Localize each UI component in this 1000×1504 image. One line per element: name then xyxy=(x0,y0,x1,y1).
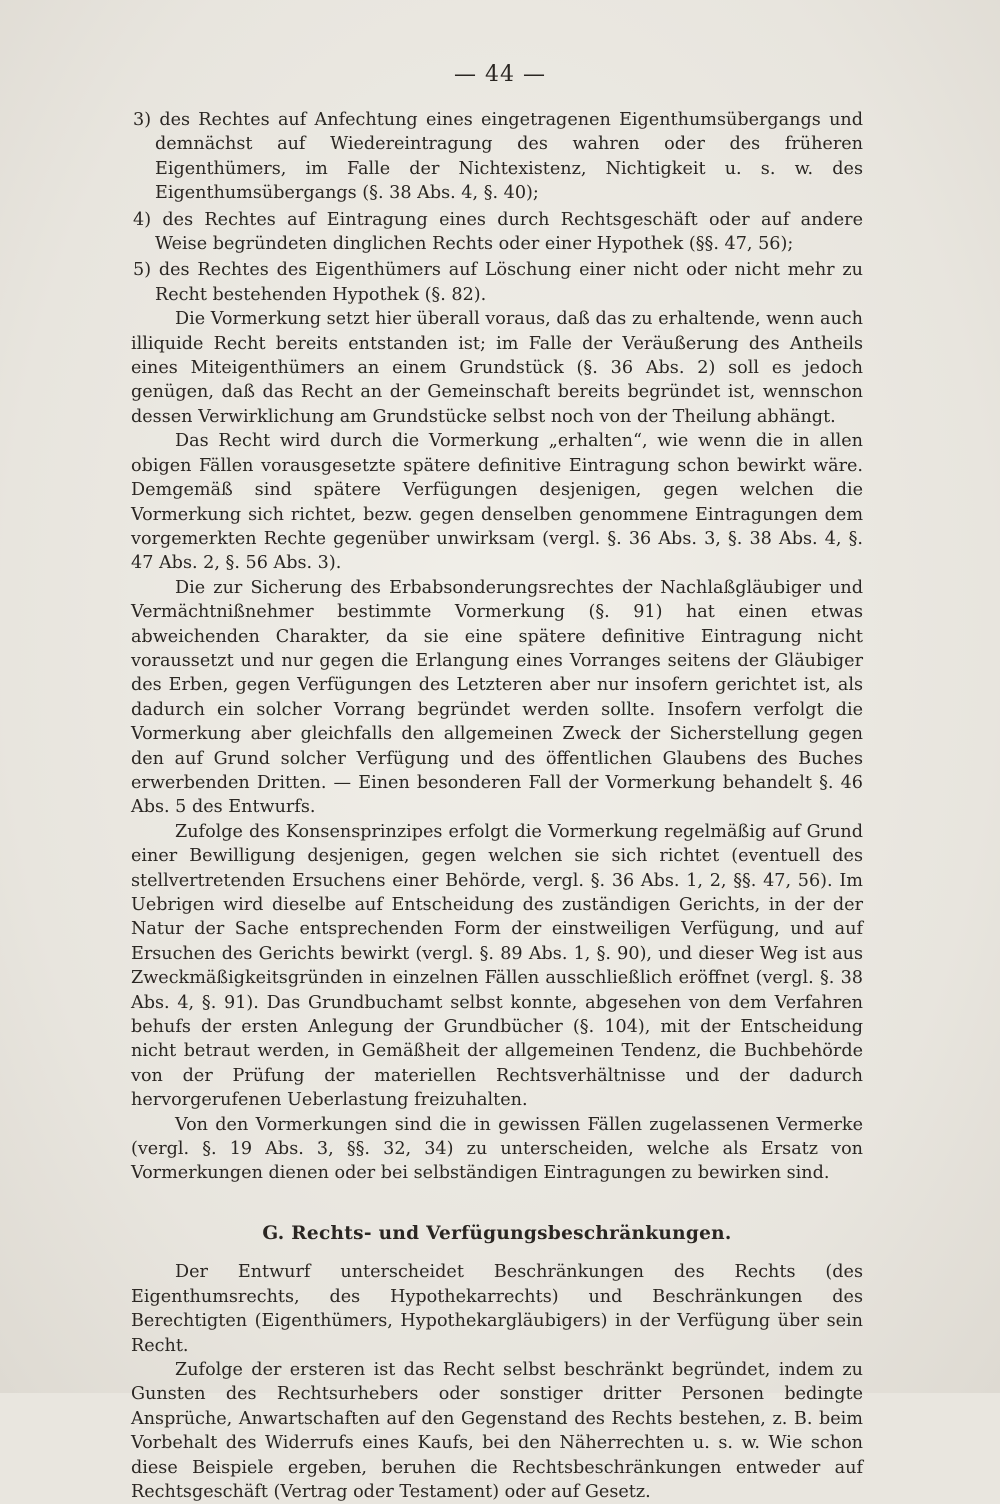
page-body xyxy=(131,108,863,1504)
paragraph: Der Entwurf unterscheidet Beschränkungen des Rechts (des Eigenthumsrechts, des Hypothekarrechts) und Beschränkungen des Berechtigten (Eigenthümers, Hypothekargläubigers) in der Verfügung über sein Recht. xyxy=(131,1262,863,1356)
enumerated-item-4: 4) des Rechtes auf Eintragung eines durch Rechtsgeschäft oder auf andere Weise begründeten dinglichen Rechts oder einer Hypothek (§§. 47, 56); xyxy=(133,209,863,255)
page-number: — 44 — xyxy=(454,62,546,87)
paragraph: Die Vormerkung setzt hier überall voraus, daß das zu erhaltende, wenn auch illiquide Recht bereits entstanden ist; im Falle der Veräußerung des Antheils eines Miteigenthümers an einem Grundstück (§. 36 Abs. 2) soll es jedoch genügen, daß das Recht an der Gemeinschaft bereits begründet ist, wennschon dessen Verwirklichung am Grundstücke selbst noch von der Theilung abhängt. xyxy=(131,309,863,427)
enumerated-item-3: 3) des Rechtes auf Anfechtung eines eingetragenen Eigenthumsübergangs und demnächst auf Wiedereintragung des wahren oder des früheren Eigenthümers, im Falle der Nichtexistenz, Nichtigkeit u. s. w. des Eigenthumsübergangs (§. 38 Abs. 4, §. 40); xyxy=(133,110,863,204)
paragraph: Zufolge der ersteren ist das Recht selbst beschränkt begründet, indem zu Gunsten des Rechtsurhebers oder sonstiger dritter Personen bedingte Ansprüche, Anwartschaften auf den Gegenstand des Rechts bestehen, z. B. beim Vorbehalt des Widerrufs eines Kaufs, bei den Näherrechten u. s. w. Wie schon diese Beispiele ergeben, beruhen die Rechtsbeschränkungen entweder auf Rechtsgeschäft (Vertrag oder Testament) oder auf Gesetz. xyxy=(131,1359,863,1502)
paragraph: Zufolge des Konsensprinzipes erfolgt die Vormerkung regelmäßig auf Grund einer Bewilligung desjenigen, gegen welchen sie sich richtet (eventuell des stellvertretenden Ersuchens einer Behörde, vergl. §. 36 Abs. 1, 2, §§. 47, 56). Im Uebrigen wird dieselbe auf Entscheidung des zuständigen Gerichts, in der der Natur der Sache entsprechenden Form der einstweiligen Verfügung, und auf Ersuchen des Gerichts bewirkt (vergl. §. 89 Abs. 1, §. 90), und dieser Weg ist aus Zweckmäßigkeitsgründen in einzelnen Fällen ausschließlich eröffnet (vergl. §. 38 Abs. 4, §. 91). Das Grundbuchamt selbst konnte, abgesehen von dem Verfahren behufs der ersten Anlegung der Grundbücher (§. 104), mit der Entscheidung nicht betraut werden, in Gemäßheit der allgemeinen Tendenz, die Buchbehörde von der Prüfung der materiellen Rechtsverhältnisse und der dadurch hervorgerufenen Ueberlastung freizuhalten. xyxy=(131,821,863,1111)
section-heading: G. Rechts- und Verfügungsbeschränkungen. xyxy=(262,1222,732,1244)
paragraph: Von den Vormerkungen sind die in gewissen Fällen zugelassenen Vermerke (vergl. §. 19 Abs. 3, §§. 32, 34) zu unterscheiden, welche als Ersatz von Vormerkungen dienen oder bei selbständigen Eintragungen zu bewirken sind. xyxy=(131,1114,863,1184)
paragraph: Das Recht wird durch die Vormerkung „erhalten“, wie wenn die in allen obigen Fällen vorausgesetzte spätere definitive Eintragung schon bewirkt wäre. Demgemäß sind spätere Verfügungen desjenigen, gegen welchen die Vormerkung sich richtet, bezw. gegen denselben genommene Eintragungen dem vorgemerkten Rechte gegenüber unwirksam (vergl. §. 36 Abs. 3, §. 38 Abs. 4, §. 47 Abs. 2, §. 56 Abs. 3). xyxy=(131,431,863,574)
enumerated-item-5: 5) des Rechtes des Eigenthümers auf Löschung einer nicht oder nicht mehr zu Recht bestehenden Hypothek (§. 82). xyxy=(133,260,863,305)
paragraph: Die zur Sicherung des Erbabsonderungsrechtes der Nachlaßgläubiger und Vermächtnißnehmer bestimmte Vormerkung (§. 91) hat einen etwas abweichenden Charakter, da sie eine spätere definitive Eintragung nicht voraussetzt und nur gegen die Erlangung eines Vorranges seitens der Gläubiger des Erben, gegen Verfügungen des Letzteren aber nur insofern gerichtet ist, als dadurch ein solcher Vorrang begründet werden sollte. Insofern verfolgt die Vormerkung aber gleichfalls den allgemeinen Zweck der Sicherstellung gegen den auf Grund solcher Verfügung und des öffentlichen Glaubens des Buches erwerbenden Dritten. — Einen besonderen Fall der Vormerkung behandelt §. 46 Abs. 5 des Entwurfs. xyxy=(131,577,863,818)
